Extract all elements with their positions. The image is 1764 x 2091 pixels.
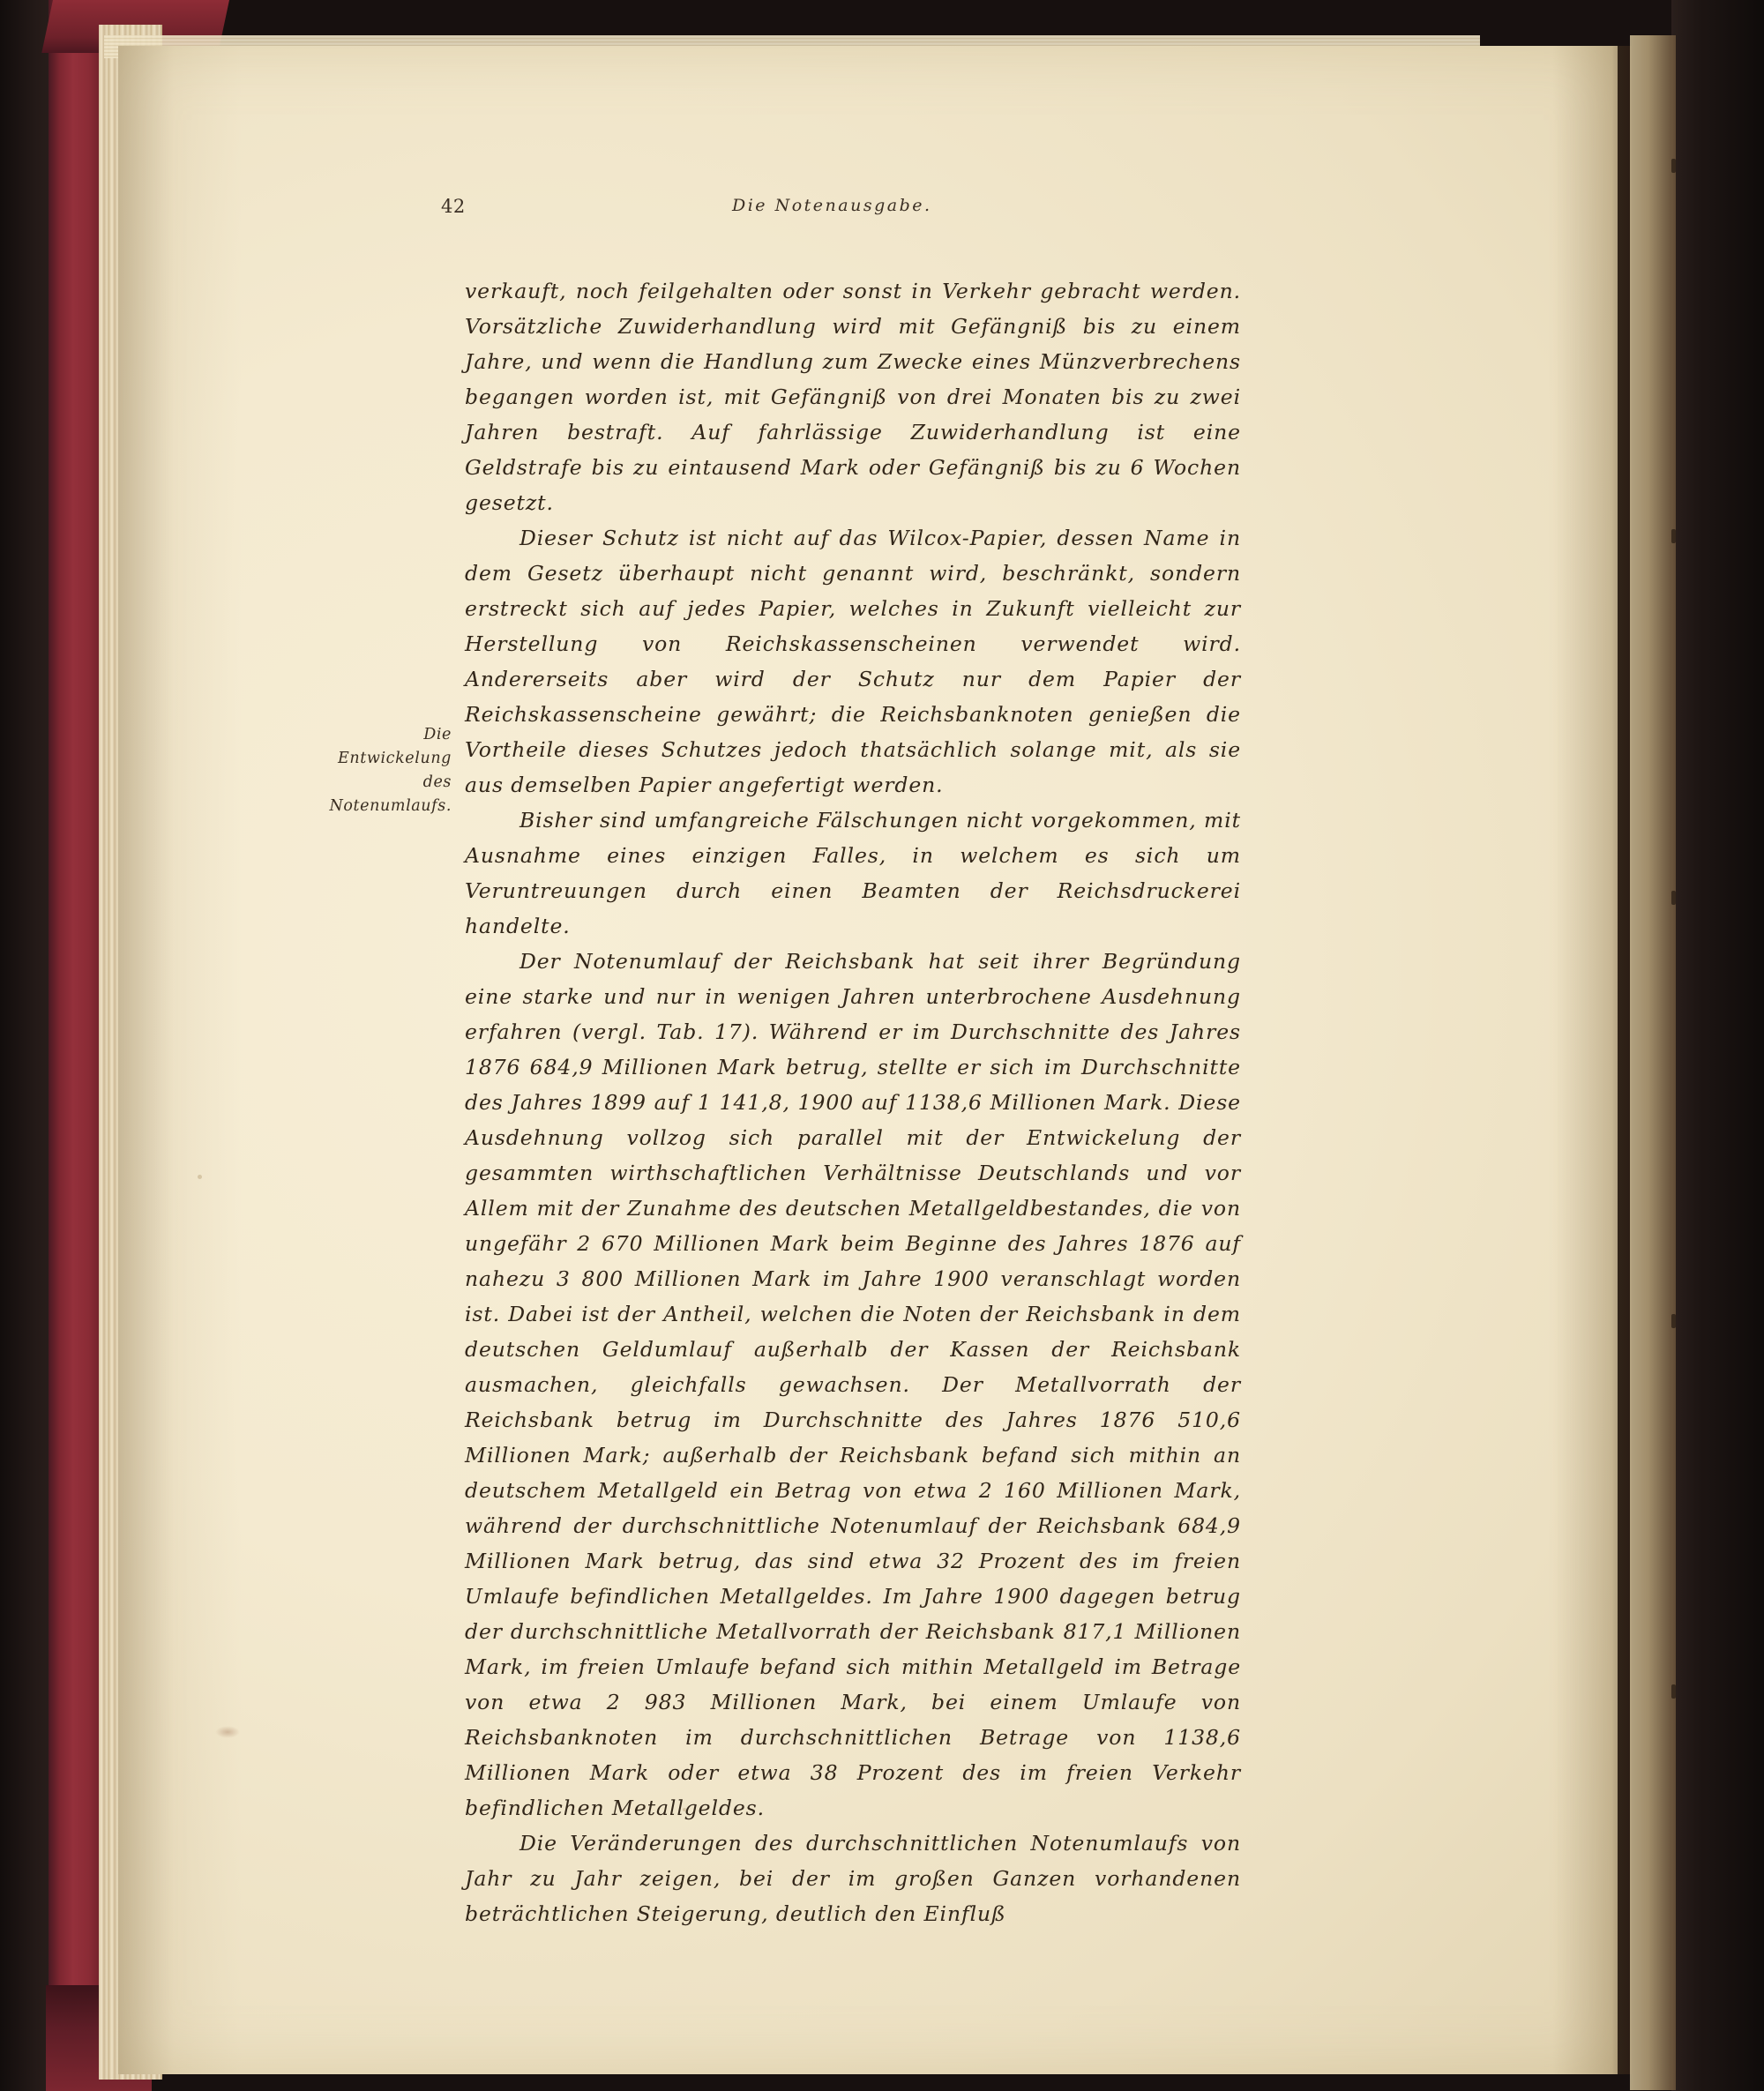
- background-right: [1671, 0, 1764, 2091]
- paragraph-3: Bisher sind umfangreiche Fälschungen nicht vorgekommen, mit Ausnahme eines einzigen Falles, in welchem es sich um Veruntreuungen durch einen Beamten der Reichsdruckerei handelte.: [465, 808, 1241, 938]
- paragraph-5: Die Veränderungen des durchschnittlichen Notenumlaufs von Jahr zu Jahr zeigen, bei der im großen Ganzen vorhandenen beträchtlichen Steigerung, deutlich den Einfluß: [465, 1831, 1241, 1926]
- running-head: Die Notenausgabe.: [732, 196, 932, 215]
- paragraph-4: Der Notenumlauf der Reichsbank hat seit ihrer Begründung eine starke und nur in wenigen Jahren unterbrochene Ausdehnung erfahren (vergl. Tab. 17). Während er im Durchschnitte des Jahres 1876 684,9 Millionen Mark betrug, stellte er sich im Durchschnitte des Jahres 1899 auf 1 141,8, 1900 auf 1138,6 Millionen Mark. Diese Ausdehnung vollzog sich parallel mit der Entwickelung der gesammten wirthschaftlichen Verhältnisse Deutschlands und vor Allem mit der Zunahme des deutschen Metallgeldbestandes, die von ungefähr 2 670 Millionen Mark beim Beginne des Jahres 1876 auf nahezu 3 800 Millionen Mark im Jahre 1900 veranschlagt worden ist. Dabei ist der Antheil, welchen die Noten der Reichsbank in dem deutschen Geldumlauf außerhalb der Kassen der Reichsbank ausmachen, gleichfalls gewachsen. Der Metallvorrath der Reichsbank betrug im Durchschnitte des Jahres 1876 510,6 Millionen Mark; außerhalb der Reichsbank befand sich mithin an deutschem Metallgeld ein Betrag von etwa 2 160 Millionen Mark, während der durchschnittliche Notenumlauf der Reichsbank 684,9 Millionen Mark betrug, das sind etwa 32 Prozent des im freien Umlaufe befindlichen Metallgeldes. Im Jahre 1900 dagegen betrug der durchschnittliche Metallvorrath der Reichsbank 817,1 Millionen Mark, im freien Umlaufe befand sich mithin Metallgeld im Betrage von etwa 2 983 Millionen Mark, bei einem Umlaufe von Reichsbanknoten im durchschnittlichen Betrage von 1138,6 Millionen Mark oder etwa 38 Prozent des im freien Verkehr befindlichen Metallgeldes.: [465, 949, 1241, 1820]
- page-header: [441, 196, 1235, 217]
- paper-speck: [198, 1175, 202, 1179]
- body-text: [465, 273, 1241, 1931]
- marginal-note-line-1: Die Entwickelung: [338, 726, 452, 767]
- marginal-note: [310, 723, 452, 818]
- paper-smudge: [215, 1726, 240, 1738]
- paragraph-2: Dieser Schutz ist nicht auf das Wilcox-Papier, dessen Name in dem Gesetz überhaupt nicht genannt wird, beschränkt, sondern erstreckt sich auf jedes Papier, welches in Zukunft vielleicht zur Herstellung von Reichskassenscheinen verwendet wird. Andererseits aber wird der Schutz nur dem Papier der Reichskassenscheine gewährt; die Reichsbanknoten genießen die Vortheile dieses Schutzes jedoch thatsächlich solange mit, als sie aus demselben Papier angefertigt werden.: [465, 526, 1241, 797]
- marginal-note-line-2: des Notenumlaufs.: [329, 773, 452, 815]
- edge-marks: [1671, 132, 1677, 1896]
- facing-page-edge: [1630, 35, 1676, 2090]
- page-number: 42: [441, 196, 466, 217]
- paragraph-1: verkauft, noch feilgehalten oder sonst in Verkehr gebracht werden. Vorsätzliche Zuwiderhandlung wird mit Gefängniß bis zu einem Jahre, und wenn die Handlung zum Zwecke eines Münzverbrechens begangen worden ist, mit Gefängniß von drei Monaten bis zu zwei Jahren bestraft. Auf fahrlässige Zuwiderhandlung ist eine Geldstrafe bis zu eintausend Mark oder Gefängniß bis zu 6 Wochen gesetzt.: [465, 279, 1241, 515]
